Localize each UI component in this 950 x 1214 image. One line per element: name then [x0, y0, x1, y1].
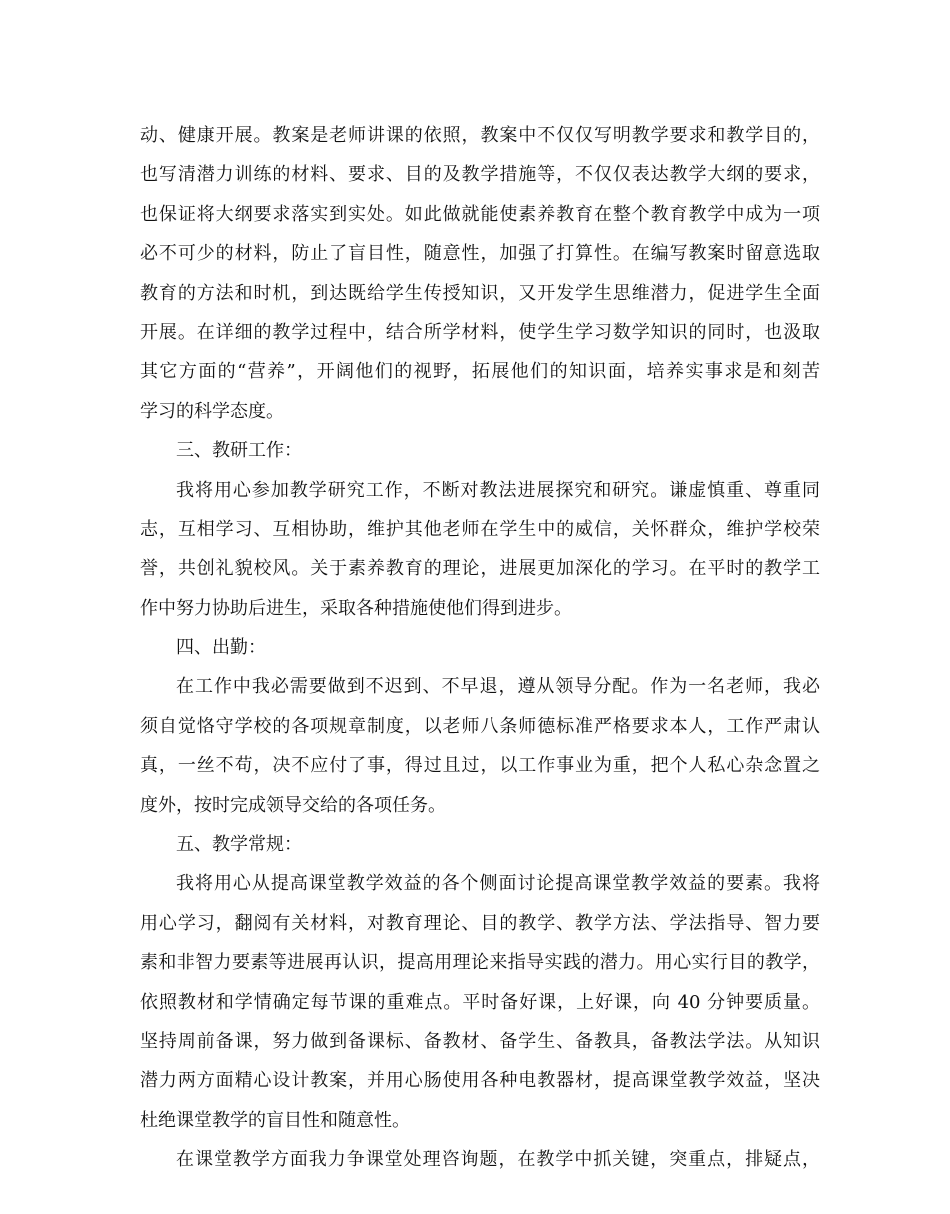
section-heading: 三、教研工作：: [176, 440, 302, 462]
text-line: 依照教材和学情确定每节课的重难点。平时备好课，上好课，向 40 分钟要质量。: [140, 991, 820, 1013]
text-line: 学习的科学态度。: [140, 400, 284, 422]
text-line: 度外，按时完成领导交给的各项任务。: [140, 794, 446, 816]
text-line: 在课堂教学方面我力争课堂处理咨询题，在教学中抓关键，突重点，排疑点，: [176, 1149, 820, 1171]
text-line: 志，互相学习、互相协助，维护其他老师在学生中的威信，关怀群众，维护学校荣: [140, 518, 820, 540]
text-line: 必不可少的材料，防止了盲目性，随意性，加强了打算性。在编写教案时留意选取: [140, 243, 820, 265]
text-line: 坚持周前备课，努力做到备课标、备教材、备学生、备教具，备教法学法。从知识: [140, 1030, 820, 1052]
text-line: 其它方面的“营养”，开阔他们的视野，拓展他们的知识面，培养实事求是和刻苦: [140, 361, 820, 383]
text-line: 也写清潜力训练的材料、要求、目的及教学措施等，不仅仅表达教学大纲的要求，: [140, 164, 820, 186]
text-line: 动、健康开展。教案是老师讲课的依照，教案中不仅仅写明教学要求和教学目的，: [140, 125, 820, 146]
text-line: 也保证将大纲要求落实到实处。如此做就能使素养教育在整个教育教学中成为一项: [140, 203, 820, 225]
text-line: 素和非智力要素等进展再认识，提高用理论来指导实践的潜力。用心实行目的教学，: [140, 952, 820, 974]
text-line: 在工作中我必需要做到不迟到、不早退，遵从领导分配。作为一名老师，我必: [176, 676, 820, 698]
text-line: 潜力两方面精心设计教案，并用心肠使用各种电教器材，提高课堂教学效益，坚决: [140, 1070, 820, 1092]
text-line: 我将用心参加教学研究工作，不断对教法进展探究和研究。谦虚慎重、尊重同: [176, 479, 820, 501]
text-line: 作中努力协助后进生，采取各种措施使他们得到进步。: [140, 597, 572, 619]
text-line: 杜绝课堂教学的盲目性和随意性。: [140, 1109, 410, 1131]
text-line: 开展。在详细的教学过程中，结合所学材料，使学生学习数学知识的同时，也汲取: [140, 321, 820, 343]
text-line: 真，一丝不苟，决不应付了事，得过且过，以工作事业为重，把个人私心杂念置之: [140, 755, 820, 777]
text-line: 我将用心从提高课堂教学效益的各个侧面讨论提高课堂教学效益的要素。我将: [176, 873, 820, 895]
text-line: 教育的方法和时机，到达既给学生传授知识，又开发学生思维潜力，促进学生全面: [140, 282, 820, 304]
text-line: 誉，共创礼貌校风。关于素养教育的理论，进展更加深化的学习。在平时的教学工: [140, 558, 820, 580]
section-heading: 五、教学常规：: [176, 834, 302, 856]
document-body: [140, 116, 820, 1180]
section-heading: 四、出勤：: [176, 637, 266, 659]
text-line: 用心学习，翻阅有关材料，对教育理论、目的教学、教学方法、学法指导、智力要: [140, 912, 820, 934]
text-line: 须自觉恪守学校的各项规章制度，以老师八条师德标准严格要求本人，工作严肃认: [140, 715, 820, 737]
